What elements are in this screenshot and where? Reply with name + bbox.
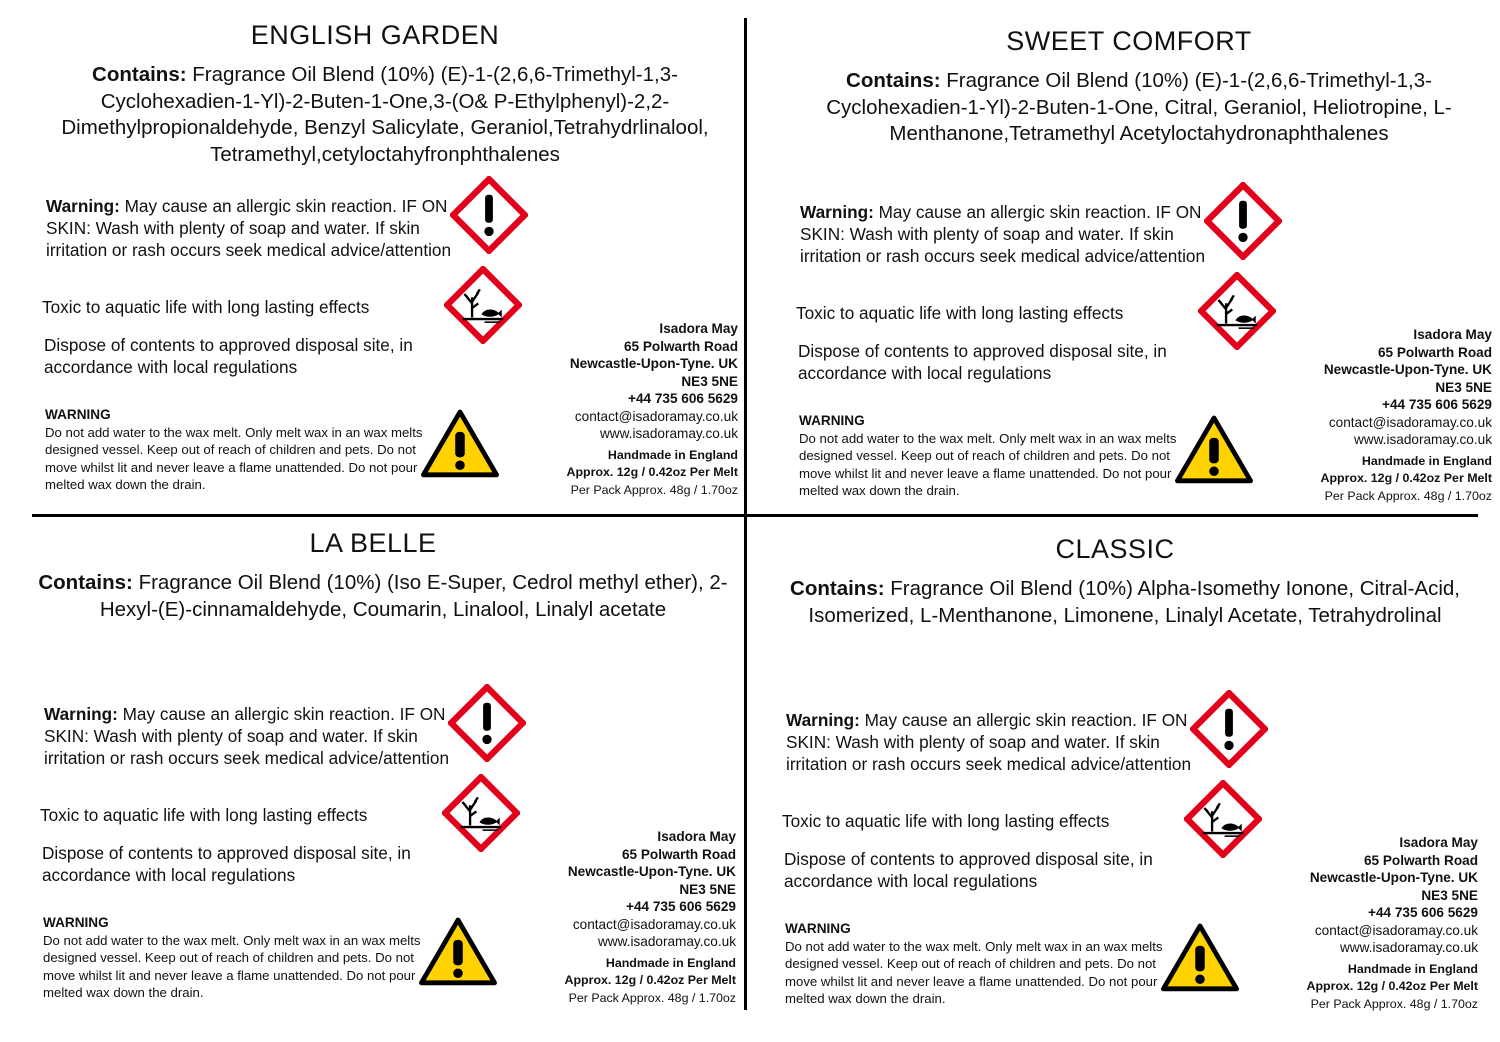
product-label-4 xyxy=(770,532,1500,1042)
weight-per-pack: Per Pack Approx. 48g / 1.70oz xyxy=(1310,996,1478,1011)
website-link[interactable]: www.isadoramay.co.uk xyxy=(599,426,738,441)
warning-text: May cause an allergic skin reaction. IF ON SKIN: Wash with plenty of soap and water. If skin irritation or rash occurs seek medical advice/attention xyxy=(46,196,452,260)
weight-per-melt: Approx. 12g / 0.42oz Per Melt xyxy=(564,973,736,987)
wax-warning-text: Do not add water to the wax melt. Only melt wax in an wax melts designed vessel. Keep out of reach of children and pets. Do not move whilst lit and never leave a flame unattended. Do not pour melted wax down the drain. xyxy=(45,424,423,492)
ingredients-list: Fragrance Oil Blend (10%) Alpha-Isomethy Ionone, Citral-Acid, Isomerized, L-Menthanone, Limonene, Linalyl Acetate, Tetrahydrolinal xyxy=(808,577,1460,627)
disposal-text: Dispose of contents to approved disposal site, in accordance with local regulations xyxy=(784,849,1153,891)
email-link[interactable]: contact@isadoramay.co.uk xyxy=(572,916,736,932)
contains-label: Contains: xyxy=(38,571,133,594)
warning-triangle-icon xyxy=(1160,922,1240,992)
ingredients-list: Fragrance Oil Blend (10%) (Iso E-Super, Cedrol methyl ether), 2-Hexyl-(E)-cinnamaldehyde, Coumarin, Linalool, Linalyl acetate xyxy=(99,571,728,621)
address-postcode: NE3 5NE xyxy=(1435,379,1492,395)
email-link[interactable]: contact@isadoramay.co.uk xyxy=(574,408,738,424)
company-name: Isadora May xyxy=(659,321,738,336)
warning-label: Warning: xyxy=(800,202,874,222)
product-label-2 xyxy=(784,24,1500,534)
ingredients-text xyxy=(40,62,730,168)
label-title: ENGLISH GARDEN xyxy=(250,20,500,50)
label-title: SWEET COMFORT xyxy=(1006,26,1252,56)
allergy-warning xyxy=(46,195,466,261)
contains-label: Contains: xyxy=(846,69,941,92)
allergy-warning xyxy=(786,709,1206,775)
handmade-text: Handmade in England xyxy=(607,447,738,462)
weight-per-pack: Per Pack Approx. 48g / 1.70oz xyxy=(1324,488,1492,503)
disposal-text: Dispose of contents to approved disposal site, in accordance with local regulations xyxy=(44,335,413,377)
address-block xyxy=(1238,834,1478,1013)
address-block xyxy=(496,828,736,1007)
email-link[interactable]: contact@isadoramay.co.uk xyxy=(1328,414,1492,430)
address-block xyxy=(1252,326,1492,505)
ghs-exclamation-icon xyxy=(450,176,528,254)
address-city: Newcastle-Upon-Tyne. UK xyxy=(1309,870,1478,885)
disposal-text: Dispose of contents to approved disposal site, in accordance with local regulations xyxy=(42,843,411,885)
wax-warning-text: Do not add water to the wax melt. Only melt wax in an wax melts designed vessel. Keep out of reach of children and pets. Do not move whilst lit and never leave a flame unattended. Do not pour melted wax down the drain. xyxy=(785,938,1163,1006)
ingredients-list: Fragrance Oil Blend (10%) (E)-1-(2,6,6-Trimethyl-1,3-Cyclohexadien-1-Yl)-2-Buten-1-One, Citral, Geraniol, Heliotropine, L-Menthanone,Tetramethyl Acetyloctahydronaphthalenes xyxy=(826,69,1452,145)
address-city: Newcastle-Upon-Tyne. UK xyxy=(567,864,736,879)
handmade-text: Handmade in England xyxy=(605,955,736,970)
ingredients-text xyxy=(38,570,728,623)
ingredients-text xyxy=(794,68,1484,148)
website-link[interactable]: www.isadoramay.co.uk xyxy=(1353,432,1492,447)
contains-label: Contains: xyxy=(790,577,885,600)
product-label-1 xyxy=(30,18,770,528)
handmade-text: Handmade in England xyxy=(1361,453,1492,468)
address-postcode: NE3 5NE xyxy=(681,373,738,389)
wax-warning-heading: WARNING xyxy=(45,407,111,422)
toxic-text: Toxic to aquatic life with long lasting effects xyxy=(796,303,1124,323)
handmade-text: Handmade in England xyxy=(1347,961,1478,976)
email-link[interactable]: contact@isadoramay.co.uk xyxy=(1314,922,1478,938)
warning-triangle-icon xyxy=(420,408,500,478)
company-name: Isadora May xyxy=(657,829,736,844)
toxic-text: Toxic to aquatic life with long lasting effects xyxy=(42,297,370,317)
disposal-text: Dispose of contents to approved disposal site, in accordance with local regulations xyxy=(798,341,1167,383)
wax-warning-heading: WARNING xyxy=(785,921,851,936)
label-title: LA BELLE xyxy=(309,528,437,558)
warning-text: May cause an allergic skin reaction. IF ON SKIN: Wash with plenty of soap and water. If skin irritation or rash occurs seek medical advice/attention xyxy=(44,704,450,768)
website-link[interactable]: www.isadoramay.co.uk xyxy=(1339,940,1478,955)
phone-number: +44 735 606 5629 xyxy=(1382,397,1492,412)
warning-triangle-icon xyxy=(1174,414,1254,484)
address-city: Newcastle-Upon-Tyne. UK xyxy=(569,356,738,371)
toxic-text: Toxic to aquatic life with long lasting effects xyxy=(40,805,368,825)
company-name: Isadora May xyxy=(1413,327,1492,342)
wax-warning xyxy=(45,406,425,494)
company-name: Isadora May xyxy=(1399,835,1478,850)
address-street: 65 Polwarth Road xyxy=(1363,852,1478,868)
wax-warning xyxy=(799,412,1179,500)
ghs-exclamation-icon xyxy=(1190,690,1268,768)
ghs-exclamation-icon xyxy=(1204,182,1282,260)
ingredients-list: Fragrance Oil Blend (10%) (E)-1-(2,6,6-Trimethyl-1,3-Cyclohexadien-1-Yl)-2-Buten-1-One,3-(O& P-Ethylphenyl)-2,2-Dimethylpropionaldehyde, Benzyl Salicylate, Geraniol,Tetrahydrlinalool, Tetramethyl,cetyloctahyfronphthalenes xyxy=(61,63,709,166)
warning-triangle-icon xyxy=(418,916,498,986)
phone-number: +44 735 606 5629 xyxy=(628,391,738,406)
warning-text: May cause an allergic skin reaction. IF ON SKIN: Wash with plenty of soap and water. If skin irritation or rash occurs seek medical advice/attention xyxy=(786,710,1192,774)
phone-number: +44 735 606 5629 xyxy=(626,899,736,914)
weight-per-melt: Approx. 12g / 0.42oz Per Melt xyxy=(566,465,738,479)
address-street: 65 Polwarth Road xyxy=(623,338,738,354)
label-title: CLASSIC xyxy=(1055,534,1175,564)
address-city: Newcastle-Upon-Tyne. UK xyxy=(1323,362,1492,377)
warning-text: May cause an allergic skin reaction. IF ON SKIN: Wash with plenty of soap and water. If skin irritation or rash occurs seek medical advice/attention xyxy=(800,202,1206,266)
website-link[interactable]: www.isadoramay.co.uk xyxy=(597,934,736,949)
weight-per-melt: Approx. 12g / 0.42oz Per Melt xyxy=(1320,471,1492,485)
address-postcode: NE3 5NE xyxy=(1421,887,1478,903)
toxic-text: Toxic to aquatic life with long lasting effects xyxy=(782,811,1110,831)
warning-label: Warning: xyxy=(46,196,120,216)
ghs-exclamation-icon xyxy=(448,684,526,762)
warning-label: Warning: xyxy=(44,704,118,724)
weight-per-pack: Per Pack Approx. 48g / 1.70oz xyxy=(570,482,738,497)
wax-warning-heading: WARNING xyxy=(799,413,865,428)
wax-warning-heading: WARNING xyxy=(43,915,109,930)
phone-number: +44 735 606 5629 xyxy=(1368,905,1478,920)
wax-warning xyxy=(43,914,423,1002)
weight-per-pack: Per Pack Approx. 48g / 1.70oz xyxy=(568,990,736,1005)
wax-warning-text: Do not add water to the wax melt. Only melt wax in an wax melts designed vessel. Keep out of reach of children and pets. Do not move whilst lit and never leave a flame unattended. Do not pour melted wax down the drain. xyxy=(799,430,1177,498)
product-label-3 xyxy=(28,526,768,1036)
address-postcode: NE3 5NE xyxy=(679,881,736,897)
wax-warning xyxy=(785,920,1165,1008)
address-street: 65 Polwarth Road xyxy=(1377,344,1492,360)
contains-label: Contains: xyxy=(92,63,187,86)
ingredients-text xyxy=(780,576,1470,629)
weight-per-melt: Approx. 12g / 0.42oz Per Melt xyxy=(1306,979,1478,993)
warning-label: Warning: xyxy=(786,710,860,730)
wax-warning-text: Do not add water to the wax melt. Only melt wax in an wax melts designed vessel. Keep out of reach of children and pets. Do not move whilst lit and never leave a flame unattended. Do not pour melted wax down the drain. xyxy=(43,932,421,1000)
allergy-warning xyxy=(800,201,1220,267)
address-block xyxy=(498,320,738,499)
address-street: 65 Polwarth Road xyxy=(621,846,736,862)
allergy-warning xyxy=(44,703,464,769)
